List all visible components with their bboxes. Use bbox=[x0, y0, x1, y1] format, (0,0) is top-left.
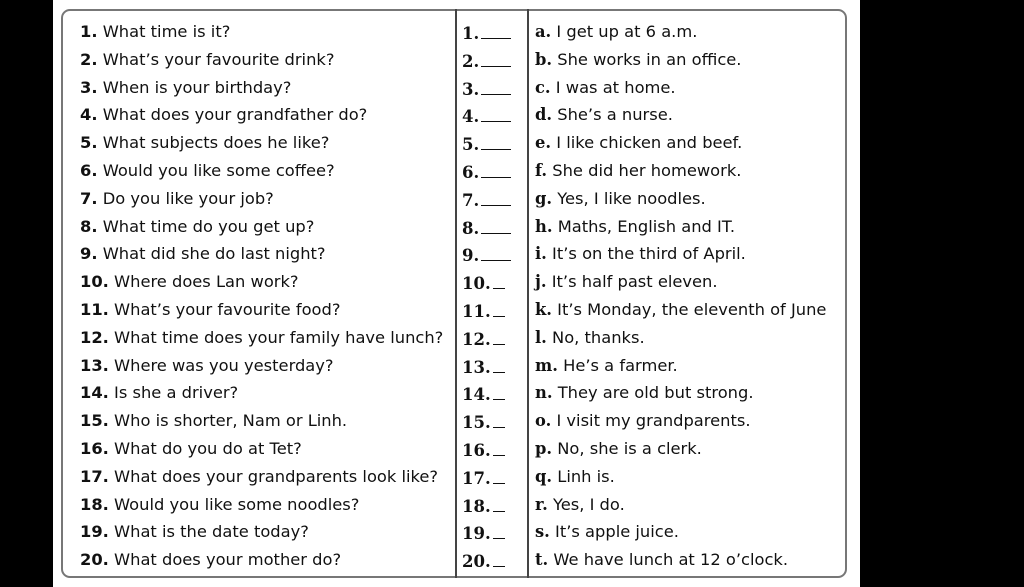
answer-item bbox=[535, 268, 826, 296]
blank-number: 10. bbox=[462, 274, 491, 294]
answer-blank[interactable] bbox=[462, 352, 511, 380]
question-text: Would you like some noodles? bbox=[114, 494, 360, 514]
answer-blank[interactable] bbox=[462, 407, 511, 435]
column-divider-right bbox=[527, 9, 529, 578]
question-text: Do you like your job? bbox=[102, 188, 274, 208]
blank-number: 14. bbox=[462, 385, 491, 405]
blank-line[interactable] bbox=[481, 191, 511, 206]
answer-letter: c. bbox=[535, 77, 551, 97]
answer-letter: l. bbox=[535, 327, 547, 347]
question-number: 16. bbox=[80, 438, 109, 458]
answer-text: No, thanks. bbox=[552, 327, 645, 347]
question-number: 13. bbox=[80, 355, 109, 375]
question-item bbox=[80, 379, 443, 407]
question-number: 5. bbox=[80, 133, 98, 153]
question-text: Is she a driver? bbox=[114, 383, 239, 403]
question-item bbox=[80, 324, 443, 352]
answer-blank[interactable] bbox=[462, 46, 511, 74]
answer-text: She works in an office. bbox=[557, 49, 742, 69]
answer-item bbox=[535, 296, 826, 324]
answer-blank[interactable] bbox=[462, 463, 511, 491]
blank-number: 18. bbox=[462, 496, 491, 516]
answer-letter: k. bbox=[535, 299, 552, 319]
question-number: 2. bbox=[80, 49, 98, 69]
questions-column bbox=[80, 18, 443, 574]
question-item bbox=[80, 157, 443, 185]
blank-number: 20. bbox=[462, 552, 491, 572]
question-number: 9. bbox=[80, 244, 98, 264]
blank-line[interactable] bbox=[481, 135, 511, 150]
answer-blank[interactable] bbox=[462, 74, 511, 102]
blank-number: 6. bbox=[462, 162, 480, 182]
question-number: 3. bbox=[80, 77, 98, 97]
blank-line[interactable] bbox=[493, 413, 505, 428]
blank-number: 11. bbox=[462, 301, 491, 321]
answer-blank[interactable] bbox=[462, 491, 511, 519]
question-number: 10. bbox=[80, 272, 109, 292]
answer-item bbox=[535, 491, 826, 519]
question-text: What’s your favourite food? bbox=[114, 299, 341, 319]
blank-line[interactable] bbox=[481, 24, 511, 39]
blank-line[interactable] bbox=[481, 246, 511, 261]
question-number: 11. bbox=[80, 299, 109, 319]
answer-blank[interactable] bbox=[462, 240, 511, 268]
question-text: What did she do last night? bbox=[102, 244, 326, 264]
answer-letter: n. bbox=[535, 383, 553, 403]
answer-text: It’s Monday, the eleventh of June bbox=[557, 299, 827, 319]
answer-text: Yes, I like noodles. bbox=[557, 188, 706, 208]
answer-item bbox=[535, 352, 826, 380]
answer-letter: r. bbox=[535, 494, 548, 514]
blank-line[interactable] bbox=[493, 524, 505, 539]
answer-item bbox=[535, 213, 826, 241]
question-number: 1. bbox=[80, 22, 98, 41]
question-text: What do you do at Tet? bbox=[114, 438, 302, 458]
blank-number: 2. bbox=[462, 51, 480, 71]
question-item bbox=[80, 18, 443, 46]
answer-item bbox=[535, 46, 826, 74]
blank-line[interactable] bbox=[493, 497, 505, 512]
blank-line[interactable] bbox=[481, 107, 511, 122]
worksheet-page bbox=[53, 0, 860, 587]
answer-text: I visit my grandparents. bbox=[556, 411, 751, 431]
question-item bbox=[80, 518, 443, 546]
answer-letter: d. bbox=[535, 105, 553, 125]
blank-line[interactable] bbox=[493, 302, 505, 317]
question-item bbox=[80, 240, 443, 268]
answer-text: It’s on the third of April. bbox=[552, 244, 746, 264]
blank-number: 15. bbox=[462, 413, 491, 433]
answer-blank[interactable] bbox=[462, 129, 511, 157]
question-item bbox=[80, 352, 443, 380]
answer-letter: g. bbox=[535, 188, 553, 208]
answer-letter: t. bbox=[535, 550, 549, 570]
answer-item bbox=[535, 379, 826, 407]
question-number: 14. bbox=[80, 383, 109, 403]
question-text: What does your grandparents look like? bbox=[114, 466, 439, 486]
blank-line[interactable] bbox=[493, 385, 505, 400]
blank-number: 13. bbox=[462, 357, 491, 377]
question-text: What time is it? bbox=[102, 22, 231, 41]
answer-letter: j. bbox=[535, 272, 547, 292]
blank-line[interactable] bbox=[493, 469, 505, 484]
question-number: 7. bbox=[80, 188, 98, 208]
answer-text: He’s a farmer. bbox=[563, 355, 678, 375]
question-text: Where does Lan work? bbox=[114, 272, 299, 292]
answer-blank[interactable] bbox=[462, 324, 511, 352]
question-item bbox=[80, 407, 443, 435]
answer-text: They are old but strong. bbox=[557, 383, 754, 403]
answer-text: It’s apple juice. bbox=[555, 522, 679, 542]
answer-blank[interactable] bbox=[462, 268, 511, 296]
question-text: Where was you yesterday? bbox=[114, 355, 334, 375]
answer-text: Maths, English and IT. bbox=[557, 216, 736, 236]
answer-text: Yes, I do. bbox=[552, 494, 625, 514]
answer-item bbox=[535, 435, 826, 463]
answer-letter: h. bbox=[535, 216, 553, 236]
question-text: When is your birthday? bbox=[102, 77, 292, 97]
answer-item bbox=[535, 129, 826, 157]
question-number: 12. bbox=[80, 327, 109, 347]
answer-blank[interactable] bbox=[462, 213, 511, 241]
question-text: What time does your family have lunch? bbox=[114, 327, 444, 347]
answer-text: I get up at 6 a.m. bbox=[556, 22, 698, 41]
answer-blank[interactable] bbox=[462, 185, 511, 213]
blank-line[interactable] bbox=[493, 552, 505, 567]
blank-number: 19. bbox=[462, 524, 491, 544]
question-item bbox=[80, 463, 443, 491]
blank-line[interactable] bbox=[481, 219, 511, 234]
question-item bbox=[80, 129, 443, 157]
question-number: 18. bbox=[80, 494, 109, 514]
answer-text: She did her homework. bbox=[552, 160, 742, 180]
question-text: What does your mother do? bbox=[114, 550, 342, 570]
column-divider-left bbox=[455, 9, 457, 578]
answer-blank[interactable] bbox=[462, 435, 511, 463]
question-text: What is the date today? bbox=[114, 522, 309, 542]
answer-item bbox=[535, 324, 826, 352]
blank-number: 9. bbox=[462, 246, 480, 266]
answer-item bbox=[535, 546, 826, 574]
question-text: What does your grandfather do? bbox=[102, 105, 368, 125]
answer-blanks-column bbox=[462, 18, 511, 574]
answer-text: No, she is a clerk. bbox=[557, 438, 702, 458]
answer-text: She’s a nurse. bbox=[557, 105, 673, 125]
answer-blank[interactable] bbox=[462, 518, 511, 546]
blank-number: 4. bbox=[462, 107, 480, 127]
blank-number: 1. bbox=[462, 24, 480, 43]
answer-item bbox=[535, 157, 826, 185]
answer-item bbox=[535, 463, 826, 491]
question-text: What subjects does he like? bbox=[102, 133, 330, 153]
answer-letter: m. bbox=[535, 355, 558, 375]
blank-number: 16. bbox=[462, 440, 491, 460]
blank-number: 12. bbox=[462, 329, 491, 349]
answer-text: I was at home. bbox=[555, 77, 676, 97]
answer-blank[interactable] bbox=[462, 101, 511, 129]
answer-item bbox=[535, 407, 826, 435]
answer-letter: f. bbox=[535, 160, 548, 180]
blank-line[interactable] bbox=[493, 330, 505, 345]
answer-letter: a. bbox=[535, 22, 552, 41]
answer-item bbox=[535, 518, 826, 546]
answer-blank[interactable] bbox=[462, 157, 511, 185]
question-item bbox=[80, 268, 443, 296]
answer-letter: q. bbox=[535, 466, 553, 486]
question-item bbox=[80, 74, 443, 102]
blank-number: 7. bbox=[462, 190, 480, 210]
question-item bbox=[80, 46, 443, 74]
blank-line[interactable] bbox=[481, 52, 511, 67]
answers-column bbox=[535, 18, 826, 574]
question-item bbox=[80, 491, 443, 519]
answer-item bbox=[535, 101, 826, 129]
answer-letter: o. bbox=[535, 411, 552, 431]
question-number: 19. bbox=[80, 522, 109, 542]
question-item bbox=[80, 101, 443, 129]
answer-blank[interactable] bbox=[462, 379, 511, 407]
question-number: 4. bbox=[80, 105, 98, 125]
blank-line[interactable] bbox=[493, 441, 505, 456]
question-number: 8. bbox=[80, 216, 98, 236]
question-number: 6. bbox=[80, 160, 98, 180]
question-text: What time do you get up? bbox=[102, 216, 315, 236]
answer-item bbox=[535, 185, 826, 213]
question-number: 17. bbox=[80, 466, 109, 486]
question-item bbox=[80, 185, 443, 213]
answer-text: It’s half past eleven. bbox=[551, 272, 718, 292]
answer-text: Linh is. bbox=[557, 466, 615, 486]
question-item bbox=[80, 546, 443, 574]
blank-number: 3. bbox=[462, 79, 480, 99]
answer-text: We have lunch at 12 o’clock. bbox=[553, 550, 789, 570]
blank-line[interactable] bbox=[493, 358, 505, 373]
answer-blank[interactable] bbox=[462, 296, 511, 324]
answer-letter: e. bbox=[535, 133, 552, 153]
question-item bbox=[80, 435, 443, 463]
blank-line[interactable] bbox=[481, 80, 511, 95]
answer-blank[interactable] bbox=[462, 18, 511, 46]
answer-blank[interactable] bbox=[462, 546, 511, 574]
question-item bbox=[80, 296, 443, 324]
question-text: What’s your favourite drink? bbox=[102, 49, 335, 69]
answer-text: I like chicken and beef. bbox=[556, 133, 743, 153]
answer-item bbox=[535, 74, 826, 102]
answer-letter: s. bbox=[535, 522, 550, 542]
question-number: 15. bbox=[80, 411, 109, 431]
answer-letter: b. bbox=[535, 49, 553, 69]
blank-number: 8. bbox=[462, 218, 480, 238]
blank-number: 5. bbox=[462, 135, 480, 155]
answer-item bbox=[535, 18, 826, 46]
blank-line[interactable] bbox=[481, 163, 511, 178]
blank-line[interactable] bbox=[493, 274, 505, 289]
question-text: Would you like some coffee? bbox=[102, 160, 335, 180]
answer-letter: i. bbox=[535, 244, 547, 264]
question-text: Who is shorter, Nam or Linh. bbox=[114, 411, 348, 431]
answer-letter: p. bbox=[535, 438, 553, 458]
question-item bbox=[80, 213, 443, 241]
blank-number: 17. bbox=[462, 468, 491, 488]
answer-item bbox=[535, 240, 826, 268]
question-number: 20. bbox=[80, 550, 109, 570]
